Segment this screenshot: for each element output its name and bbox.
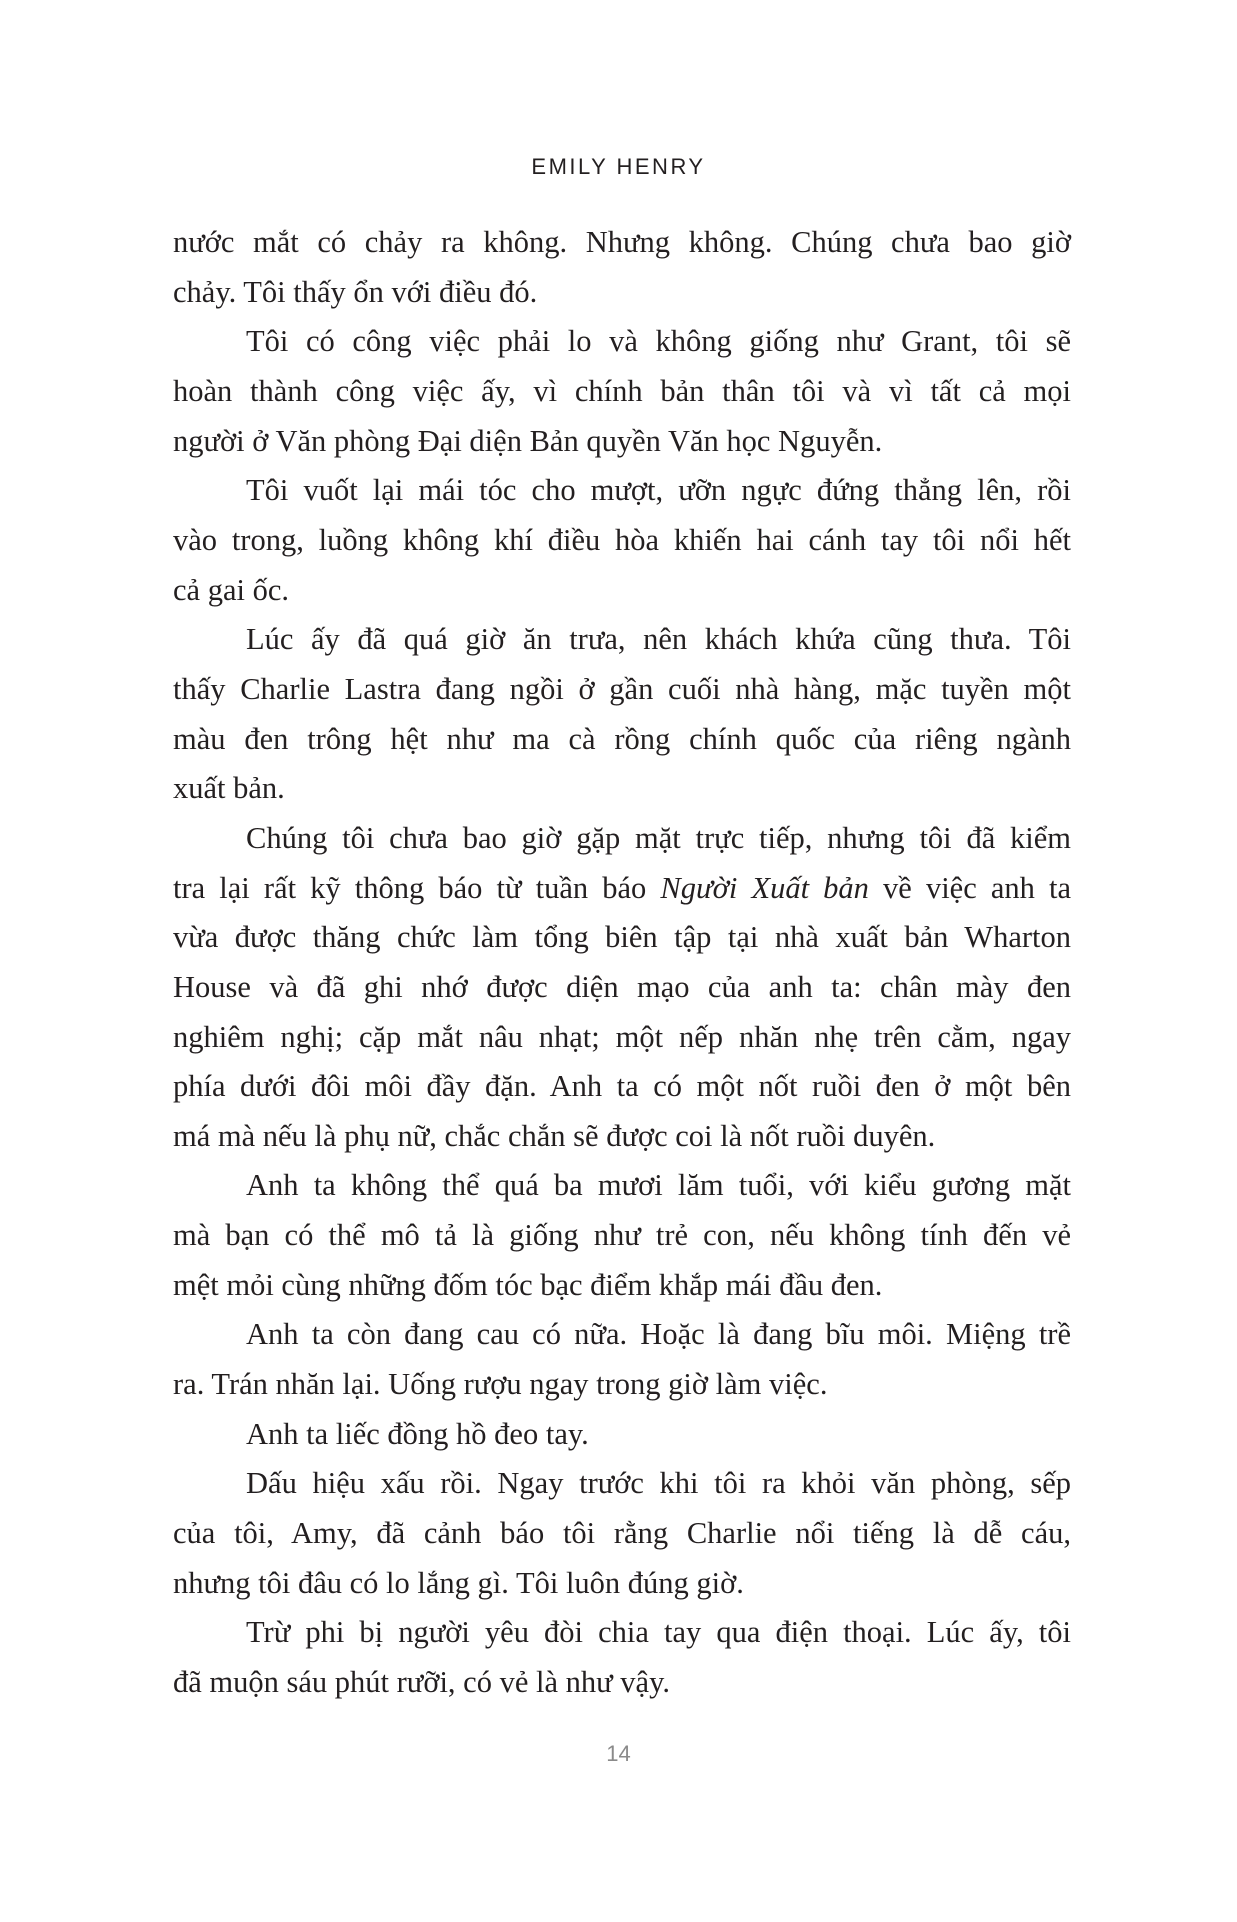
text-line: nghiêm nghị; cặp mắt nâu nhạt; một nếp nhăn nhẹ trên cằm, ngay — [173, 1019, 1071, 1054]
text-line: Chúng tôi chưa bao giờ gặp mặt trực tiếp, nhưng tôi đã kiểm — [246, 820, 1071, 855]
text-line: màu đen trông hệt như ma cà rồng chính quốc của riêng ngành — [173, 721, 1071, 756]
text-line: Tôi có công việc phải lo và không giống như Grant, tôi sẽ — [246, 324, 1071, 359]
text-line: nước mắt có chảy ra không. Nhưng không. Chúng chưa bao giờ — [173, 225, 1071, 259]
text-line: đã muộn sáu phút rưỡi, có vẻ là như vậy. — [173, 1665, 670, 1700]
text-line: xuất bản. — [173, 771, 285, 806]
running-head: EMILY HENRY — [531, 154, 706, 179]
body-text — [173, 218, 1071, 1708]
text-segment: tra lại rất kỹ thông báo từ tuần báo — [173, 870, 661, 905]
text-line: Lúc ấy đã quá giờ ăn trưa, nên khách khứa cũng thưa. Tôi — [246, 622, 1071, 657]
text-line: ra. Trán nhăn lại. Uống rượu ngay trong giờ làm việc. — [173, 1367, 828, 1402]
text-line: vừa được thăng chức làm tổng biên tập tại nhà xuất bản Wharton — [173, 920, 1071, 955]
text-line: người ở Văn phòng Đại diện Bản quyền Văn học Nguyễn. — [173, 423, 883, 458]
text-line: Dấu hiệu xấu rồi. Ngay trước khi tôi ra khỏi văn phòng, sếp — [246, 1466, 1071, 1501]
text-line: nhưng tôi đâu có lo lắng gì. Tôi luôn đúng giờ. — [173, 1565, 744, 1600]
text-line: hoàn thành công việc ấy, vì chính bản thân tôi và vì tất cả mọi — [173, 373, 1071, 408]
text-line: vào trong, luồng không khí điều hòa khiến hai cánh tay tôi nổi hết — [173, 522, 1071, 557]
text-line: má mà nếu là phụ nữ, chắc chắn sẽ được coi là nốt ruồi duyên. — [173, 1118, 936, 1153]
text-line: Anh ta còn đang cau có nữa. Hoặc là đang bĩu môi. Miệng trề — [246, 1317, 1071, 1352]
text-line-with-italic — [173, 864, 1071, 914]
text-line: House và đã ghi nhớ được diện mạo của anh ta: chân mày đen — [173, 969, 1071, 1004]
text-segment: về việc anh ta — [868, 870, 1072, 905]
text-line: của tôi, Amy, đã cảnh báo tôi rằng Charlie nổi tiếng là dễ cáu, — [173, 1516, 1071, 1551]
text-line: thấy Charlie Lastra đang ngồi ở gần cuối nhà hàng, mặc tuyền một — [173, 671, 1071, 706]
italic-title: Người Xuất bản — [660, 870, 869, 905]
page-number: 14 — [606, 1741, 631, 1766]
text-line: phía dưới đôi môi đầy đặn. Anh ta có một nốt ruồi đen ở một bên — [173, 1069, 1071, 1104]
text-line: mà bạn có thể mô tả là giống như trẻ con, nếu không tính đến vẻ — [173, 1218, 1071, 1253]
text-line: chảy. Tôi thấy ổn với điều đó. — [173, 274, 538, 309]
text-line: mệt mỏi cùng những đốm tóc bạc điểm khắp mái đầu đen. — [173, 1267, 883, 1302]
text-line: Anh ta không thể quá ba mươi lăm tuổi, với kiểu gương mặt — [246, 1168, 1071, 1203]
text-line: Trừ phi bị người yêu đòi chia tay qua điện thoại. Lúc ấy, tôi — [246, 1615, 1071, 1650]
text-line: cả gai ốc. — [173, 572, 289, 607]
text-line: Anh ta liếc đồng hồ đeo tay. — [246, 1416, 589, 1451]
text-line: Tôi vuốt lại mái tóc cho mượt, ưỡn ngực đứng thẳng lên, rồi — [246, 473, 1071, 508]
